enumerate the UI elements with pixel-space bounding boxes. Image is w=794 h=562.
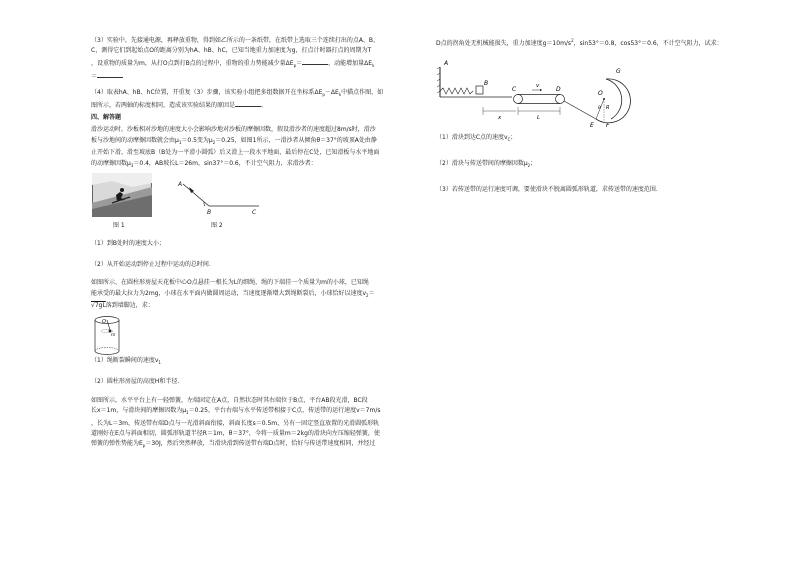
text-line: 如图所示，水平平台上有一轻弹簧，左端固定在A点，自然状态时其右端位于B点，平台AB段光滑，BC段 xyxy=(91,396,368,404)
text-line: D点的拐角处无机械能损失，重力加速度g＝10m/s xyxy=(436,40,572,47)
text-line: 能承受的最大拉力为2mg，小球在水平面内做圆周运动，当速度逐渐增大到绳断裂后，小球恰好以速度v xyxy=(91,289,367,297)
text-line: ＝0.5变为μ xyxy=(181,136,213,144)
sub-question-mu2 xyxy=(436,159,766,172)
text-line: 止开始下滑，滑至坡底B（B处为一平滑小圆弧）后又滑上一段水平地面，最后停在C处，已知滑板与水平地面 xyxy=(91,149,380,157)
subscript: p xyxy=(293,63,297,69)
length-L-label: L xyxy=(537,115,541,122)
subscript: 1 xyxy=(158,359,161,365)
answer-blank[interactable] xyxy=(97,77,123,78)
subscript: 2 xyxy=(366,292,369,298)
point-O-label: O xyxy=(102,318,106,325)
subscript: 2 xyxy=(212,140,216,145)
angle-label: θ xyxy=(598,106,601,112)
mass-label: m xyxy=(111,332,116,338)
point-G-label: G xyxy=(616,68,621,76)
sub-question-2: （2）从开始运动到停止过程中运动的总时间. xyxy=(91,260,211,268)
text-line: （2）滑块与传送带间的摩擦因数μ xyxy=(436,160,528,167)
text-line: 板与沙地间的动摩擦因数就会由μ xyxy=(91,136,179,144)
point-D-label: D xyxy=(556,86,561,94)
sub-question-speed-range: （3）若传送带的运行速度可调，要使滑块不脱离圆弧形轨道，求传送带的速度范围. xyxy=(436,185,658,193)
question-cylinder xyxy=(91,278,419,311)
text-line: ； xyxy=(530,160,537,167)
text-line: （3）实验中，先接通电源，再释放重物，得到如乙所示的一条纸带，在纸带上选取三个连续打出的点A、B、 xyxy=(91,37,380,44)
figure-2-label: 图 2 xyxy=(211,222,223,230)
length-x-label: x xyxy=(498,115,502,122)
text-line: 如图所示，在圆柱形房屋天花板中心O点悬挂一根长为L的细绳，绳的下端挂一个质量为m的小球，已知绳 xyxy=(91,279,369,287)
text-line: √7gL xyxy=(91,302,106,310)
point-F-label: F xyxy=(606,122,610,130)
sub-question-1: （1）到B处时的速度大小； xyxy=(91,240,165,248)
right-column xyxy=(436,36,766,195)
text-line: ，sin53°＝0.8，cos53°＝0.6，不计空气阻力，试求： xyxy=(573,40,723,47)
figures-sand xyxy=(91,173,419,239)
point-A-label: A xyxy=(178,181,183,189)
subscript: C xyxy=(507,137,511,143)
text-line: ，长为L＝3m，传送带右端D点与一光滑斜面衔接，斜面长度s＝0.5m，另有一固定竖直放置的光滑圆弧形轨 xyxy=(91,419,380,427)
slope-diagram xyxy=(169,173,261,219)
question-sand-sliding xyxy=(91,125,419,171)
question-spring-conveyor xyxy=(91,396,419,452)
text-line: （1）绳断裂瞬间的速度v xyxy=(91,356,159,364)
point-B-label: B xyxy=(207,209,212,217)
question-3-text xyxy=(91,36,419,82)
subscript: 1 xyxy=(178,140,182,145)
text-line: 道刚好在E点与斜面相切，圆弧形轨道半径R＝1m，θ＝37°，今将一质量m＝2kg的滑块向左压缩轻弹簧，使 xyxy=(91,430,380,438)
text-line: A、h xyxy=(122,89,137,96)
text-line: ； xyxy=(510,134,517,142)
point-B-label: B xyxy=(484,80,489,88)
point-A-label: A xyxy=(444,60,449,68)
question-continuation xyxy=(436,36,766,49)
subscript: k xyxy=(338,92,342,98)
text-line: ＝0.4，AB坡长L＝26m，sin37°＝0.6，不计空气阻力，求滑沙者： xyxy=(133,159,317,167)
subscript: 3 xyxy=(130,163,134,168)
point-C-label: C xyxy=(512,86,517,94)
text-line: C，已知当地重力加速度为g，打点计时器打点的周期为T xyxy=(221,47,372,55)
text-line: 中描点作图，如 xyxy=(341,89,384,96)
text-line: ＝0.25，如图1所示，一滑沙者从倾角θ＝37°的坡顶A处由静 xyxy=(215,136,377,144)
sub-question-height: （2）圆柱形房屋的高度H和半径. xyxy=(91,378,180,386)
text-line: 落到墙脚边，求： xyxy=(105,302,154,310)
text-line: B、h xyxy=(207,47,222,55)
text-line: ＝0.25，平台右端与水平传送带相接于C点，传送带的运行速度v＝7m/s xyxy=(188,407,381,415)
radius-label: R xyxy=(606,105,610,112)
text-line: C，测得它们到起始点O的距离分别为h xyxy=(91,47,194,55)
text-line: ＝ xyxy=(296,60,303,67)
subscript: 1 xyxy=(186,410,189,416)
text-line: ，设重物的质量为m，从打O点到打B点的过程中，重物的重力势能减少量ΔE xyxy=(91,60,294,67)
sub-question-vc xyxy=(436,133,766,146)
text-line: －ΔE xyxy=(324,89,339,96)
sand-slider-photo xyxy=(92,173,152,217)
text-line: 图所示，若两轴的标度相同，造成该实验结果的原因是 xyxy=(91,101,236,109)
text-line: ＝30J，然后突然释放，当滑块滑到传送带右端D点时，恰好与传送带速度相同，并经过 xyxy=(145,440,376,448)
subscript: k xyxy=(372,63,375,69)
velocity-label: v xyxy=(536,83,540,90)
superscript: 2 xyxy=(571,38,574,43)
text-line: B、h xyxy=(136,89,151,96)
text-line: （1）滑块到达C点的速度v xyxy=(436,134,508,142)
subscript: 2 xyxy=(527,163,531,169)
spring-conveyor-diagram xyxy=(436,53,636,129)
text-line: A、h xyxy=(193,47,208,55)
answer-blank[interactable] xyxy=(235,106,261,107)
subscript: p xyxy=(322,92,325,98)
text-line: ，动能增加量ΔE xyxy=(328,60,373,67)
point-C-label: C xyxy=(252,209,257,217)
cylinder-diagram xyxy=(93,314,121,356)
answer-blank[interactable] xyxy=(302,64,328,65)
question-4-text xyxy=(91,88,419,111)
figure-1-label: 图 1 xyxy=(113,222,125,230)
text-line: 。 xyxy=(261,101,268,109)
text-line: 长x＝1m，与滑块间的摩擦因数为μ xyxy=(91,407,187,415)
section-heading: 四、解答题 xyxy=(91,114,122,121)
point-E-label: E xyxy=(590,122,594,130)
point-O-label: O xyxy=(598,90,603,98)
text-line: 的动摩擦因数μ xyxy=(91,159,131,167)
text-line: （4）取表h xyxy=(91,89,123,96)
text-line: ＝ xyxy=(368,289,375,297)
text-line: 滑沙运动时，沙板相对沙地的速度大小会影响沙地对沙板的摩擦因数，假设滑沙者的速度超过8m/s时，滑沙 xyxy=(91,126,376,134)
text-line: 弹簧的弹性势能为E xyxy=(91,440,143,448)
text-line: C位置，开重复（3）步骤，该实验小组把多组数据开在坐标系ΔE xyxy=(150,89,323,96)
text-line: ＝ xyxy=(91,72,98,80)
subscript: p xyxy=(142,443,146,449)
left-column xyxy=(91,36,419,452)
sub-question-v1 xyxy=(91,356,419,369)
